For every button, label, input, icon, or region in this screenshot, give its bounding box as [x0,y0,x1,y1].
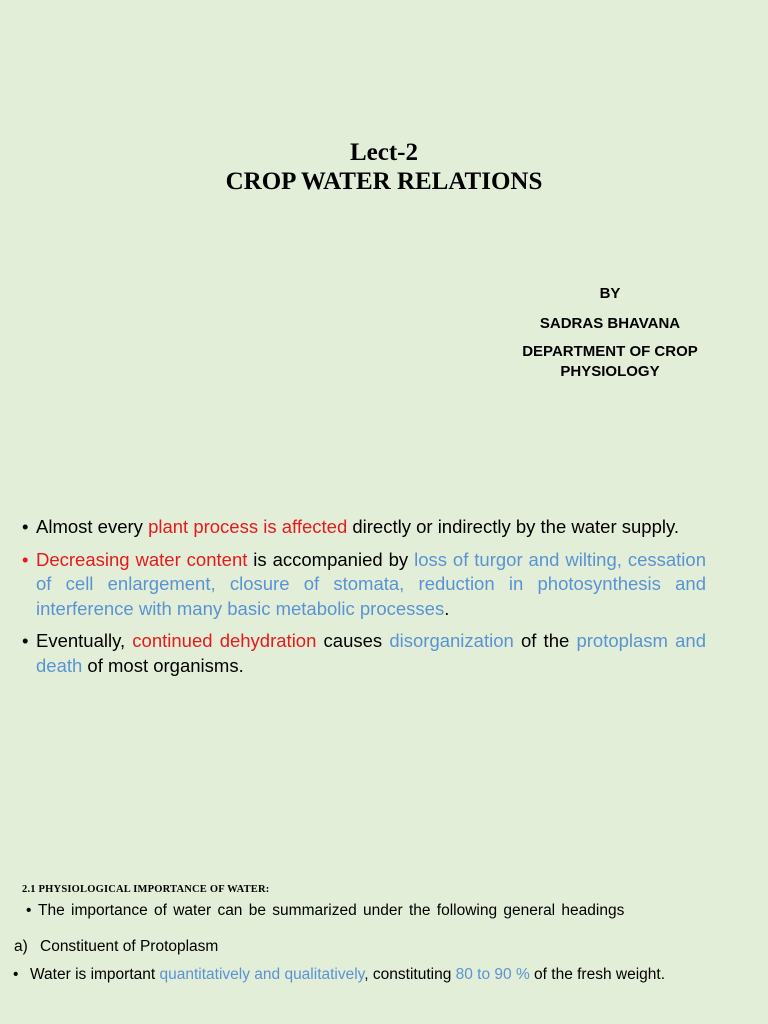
text-run: Almost every [36,516,149,537]
title-block [0,138,768,196]
sub-heading-text: Constituent of Protoplasm [40,938,219,955]
text-run: of the fresh weight. [529,966,666,983]
bullet-item [22,629,706,678]
red-text-run: plant process is affected [148,516,348,537]
body-bullet [14,965,752,985]
bullet-list [22,515,706,686]
blue-text-run: protoplasm and death [36,630,707,676]
author-name: SADRAS BHAVANA [539,315,681,332]
blue-text-run: loss of turgor and wilting, cessation of cell enlargement, closure of stomata, reduction in photosynthesis and interference with many basic metabolic processes [36,548,706,619]
department-line-1: DEPARTMENT OF CROP [522,343,698,360]
text-run: directly or indirectly by the water supply. [347,516,679,537]
red-text-run: Decreasing water content [36,548,248,570]
by-label: BY [599,285,621,302]
text-run: Eventually, [36,630,133,651]
intro-bullet: • The importance of water can be summarized under the following general headings [22,901,752,921]
text-run: causes [316,630,390,651]
text-run: , constituting [364,966,456,983]
section-block [14,884,752,985]
page-title: CROP WATER RELATIONS [225,168,543,195]
blue-text-run: 80 to 90 % [455,966,530,983]
blue-text-run: disorganization [389,630,514,651]
department-line-2: PHYSIOLOGY [560,363,660,380]
bullet-item [22,515,706,540]
sub-heading [14,937,752,957]
text-run: . [444,597,450,619]
text-run: of most organisms. [82,654,244,676]
body-bullet-text [22,965,752,985]
text-run: of the [513,630,577,651]
text-run: Water is important [30,966,160,983]
sub-heading-marker: a) [14,938,28,955]
text-run: is accompanied by [247,548,415,570]
red-text-run: continued dehydration [132,630,317,651]
bullet-item [22,548,706,622]
blue-text-run: quantitatively and qualitatively [159,966,365,983]
author-block [470,284,750,382]
lecture-number: Lect-2 [349,139,419,166]
section-heading: 2.1 PHYSIOLOGICAL IMPORTANCE OF WATER: [22,884,270,895]
